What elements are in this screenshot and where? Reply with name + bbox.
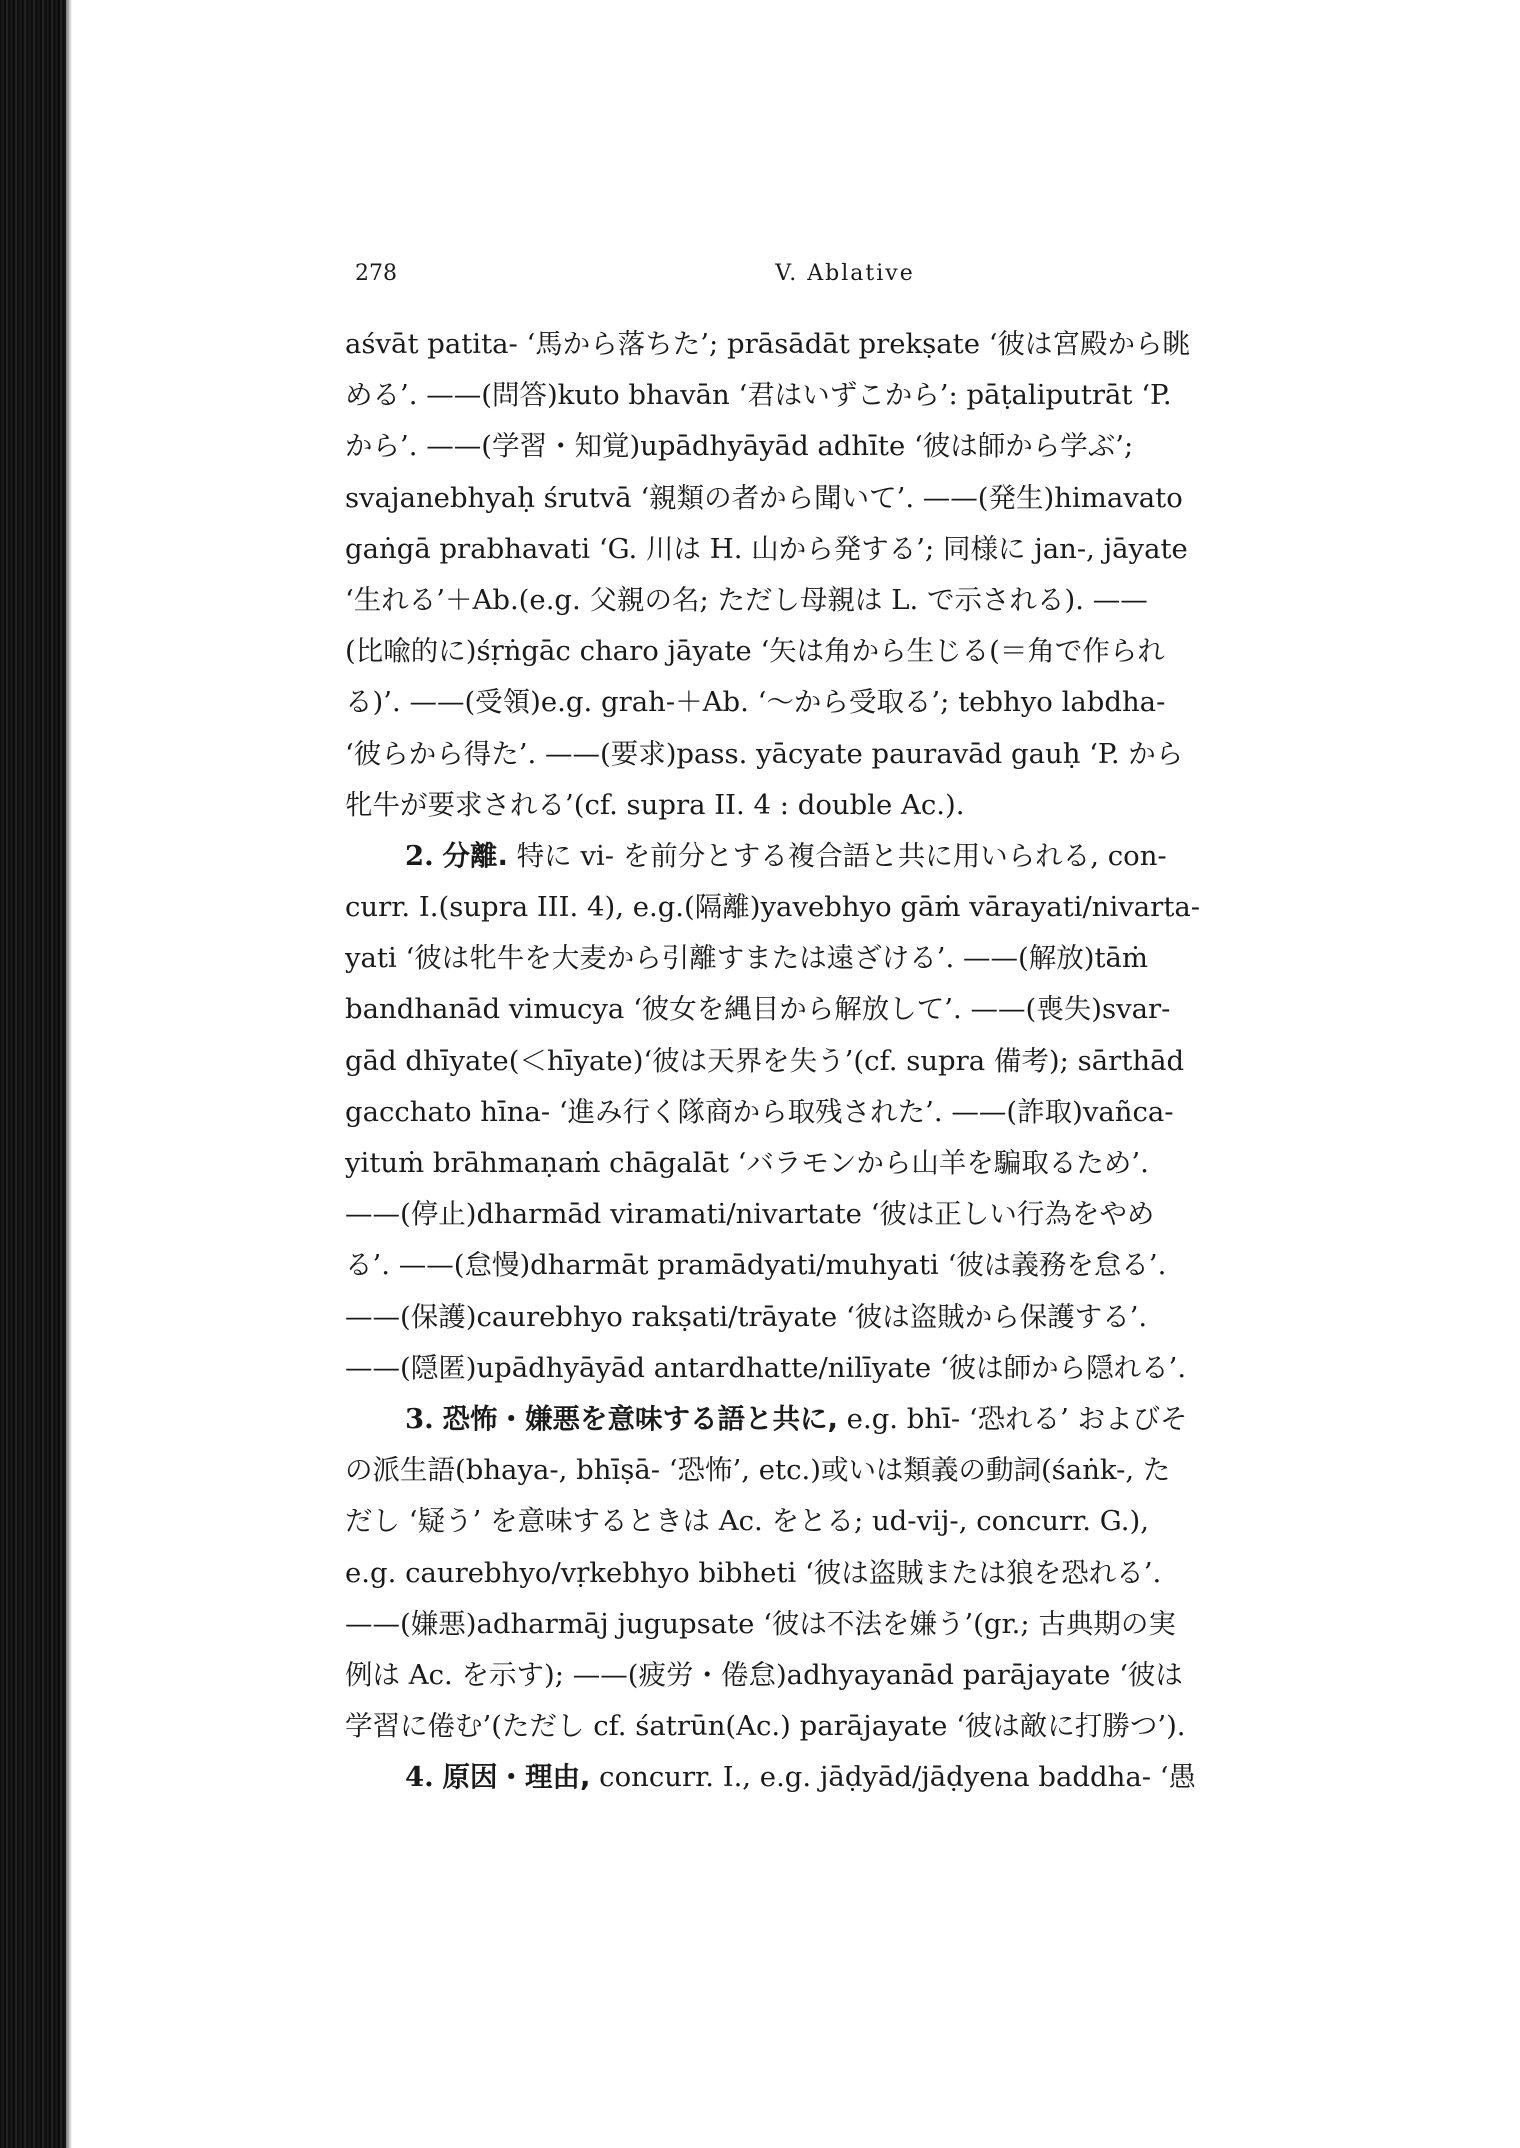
text-line: ——(停止)dharmād viramati/nivartate ‘彼は正しい行為をやめ [345, 1198, 1155, 1231]
book-page [345, 255, 1345, 1803]
section-number: 2. [405, 839, 434, 872]
text-line: の派生語(bhaya-, bhīṣā- ‘恐怖’, etc.)或いは類義の動詞(śaṅk-, た [345, 1454, 1171, 1487]
page-number: 278 [355, 261, 397, 286]
page-body [345, 319, 1345, 1803]
text-line: 牝牛が要求される’(cf. supra II. 4 : double Ac.). [345, 788, 965, 821]
running-head: V. Ablative [775, 261, 915, 286]
section-title: 分離. [442, 839, 508, 872]
section-title: 恐怖・嫌悪を意味する語と共に, [442, 1402, 838, 1435]
text-line: ——(保護)caurebhyo rakṣati/trāyate ‘彼は盗賊から保護する’. [345, 1300, 1148, 1333]
text-line: ‘彼らから得た’. ——(要求)pass. yācyate pauravād gauḥ ‘P. から [345, 737, 1184, 770]
text-line: bandhanād vimucya ‘彼女を縄目から解放して’. ——(喪失)svar- [345, 993, 1171, 1026]
text-line: gād dhīyate(＜hīyate)‘彼は天界を失う’(cf. supra 備考); sārthād [345, 1044, 1185, 1077]
text-line: curr. I.(supra III. 4), e.g.(隔離)yavebhyo gāṁ vārayati/nivarta- [345, 891, 1201, 924]
section-title: 原因・理由, [442, 1761, 591, 1794]
text-line: svajanebhyaḥ śrutvā ‘親類の者から聞いて’. ——(発生)himavato [345, 481, 1183, 514]
text-line: gaṅgā prabhavati ‘G. 川は H. 山から発する’; 同様に jan-, jāyate [345, 532, 1188, 565]
section-4-heading-line [345, 1752, 1345, 1803]
section-text: concurr. I., e.g. jāḍyād/jāḍyena baddha- ‘愚 [599, 1761, 1196, 1794]
text-line: yituṁ brāhmaṇaṁ chāgalāt ‘バラモンから山羊を騙取るため’. [345, 1147, 1149, 1179]
text-line: める’. ——(問答)kuto bhavān ‘君はいずこから’: pāṭaliputrāt ‘P. [345, 379, 1172, 412]
page-header [345, 255, 1345, 295]
section-text: 特に vi- を前分とする複合語と共に用いられる, con- [516, 839, 1167, 872]
text-line: yati ‘彼は牝牛を大麦から引離すまたは遠ざける’. ——(解放)tāṁ [345, 942, 1148, 975]
section-number: 4. [405, 1761, 434, 1794]
section-text: e.g. bhī- ‘恐れる’ およびそ [846, 1402, 1188, 1435]
text-line: gacchato hīna- ‘進み行く隊商から取残された’. ——(詐取)vañca- [345, 1095, 1174, 1128]
text-line: 例は Ac. を示す); ——(疲労・倦怠)adhyayanād parājayate ‘彼は [345, 1658, 1183, 1691]
text-line: ——(嫌悪)adharmāj jugupsate ‘彼は不法を嫌う’(gr.; 古典期の実 [345, 1607, 1176, 1640]
text-line: (比喩的に)śṛṅgāc charo jāyate ‘矢は角から生じる(＝角で作られ [345, 635, 1165, 668]
text-line: だし ‘疑う’ を意味するときは Ac. をとる; ud-vij-, concurr. G.), [345, 1505, 1149, 1538]
text-line: 学習に倦む’(ただし cf. śatrūn(Ac.) parājayate ‘彼は敵に打勝つ’). [345, 1710, 1186, 1743]
text-line: る)’. ——(受領)e.g. grah-＋Ab. ‘〜から受取る’; tebhyo labdha- [345, 686, 1166, 719]
text-line: aśvāt patita- ‘馬から落ちた’; prāsādāt prekṣate ‘彼は宮殿から眺 [345, 328, 1190, 360]
section-3-heading-line [345, 1394, 1345, 1445]
text-line: る’. ——(怠慢)dharmāt pramādyati/muhyati ‘彼は義務を怠る’. [345, 1249, 1167, 1282]
book-binding-edge [0, 0, 66, 2148]
text-line: ‘生れる’＋Ab.(e.g. 父親の名; ただし母親は L. で示される). —— [345, 583, 1148, 616]
section-number: 3. [405, 1402, 434, 1435]
section-2-heading-line [345, 831, 1345, 882]
text-line: から’. ——(学習・知覚)upādhyāyād adhīte ‘彼は師から学ぶ’; [345, 430, 1134, 463]
text-line: e.g. caurebhyo/vṛkebhyo bibheti ‘彼は盗賊または狼を恐れる’. [345, 1556, 1162, 1589]
text-line: ——(隠匿)upādhyāyād antardhatte/nilīyate ‘彼は師から隠れる’. [345, 1351, 1187, 1384]
